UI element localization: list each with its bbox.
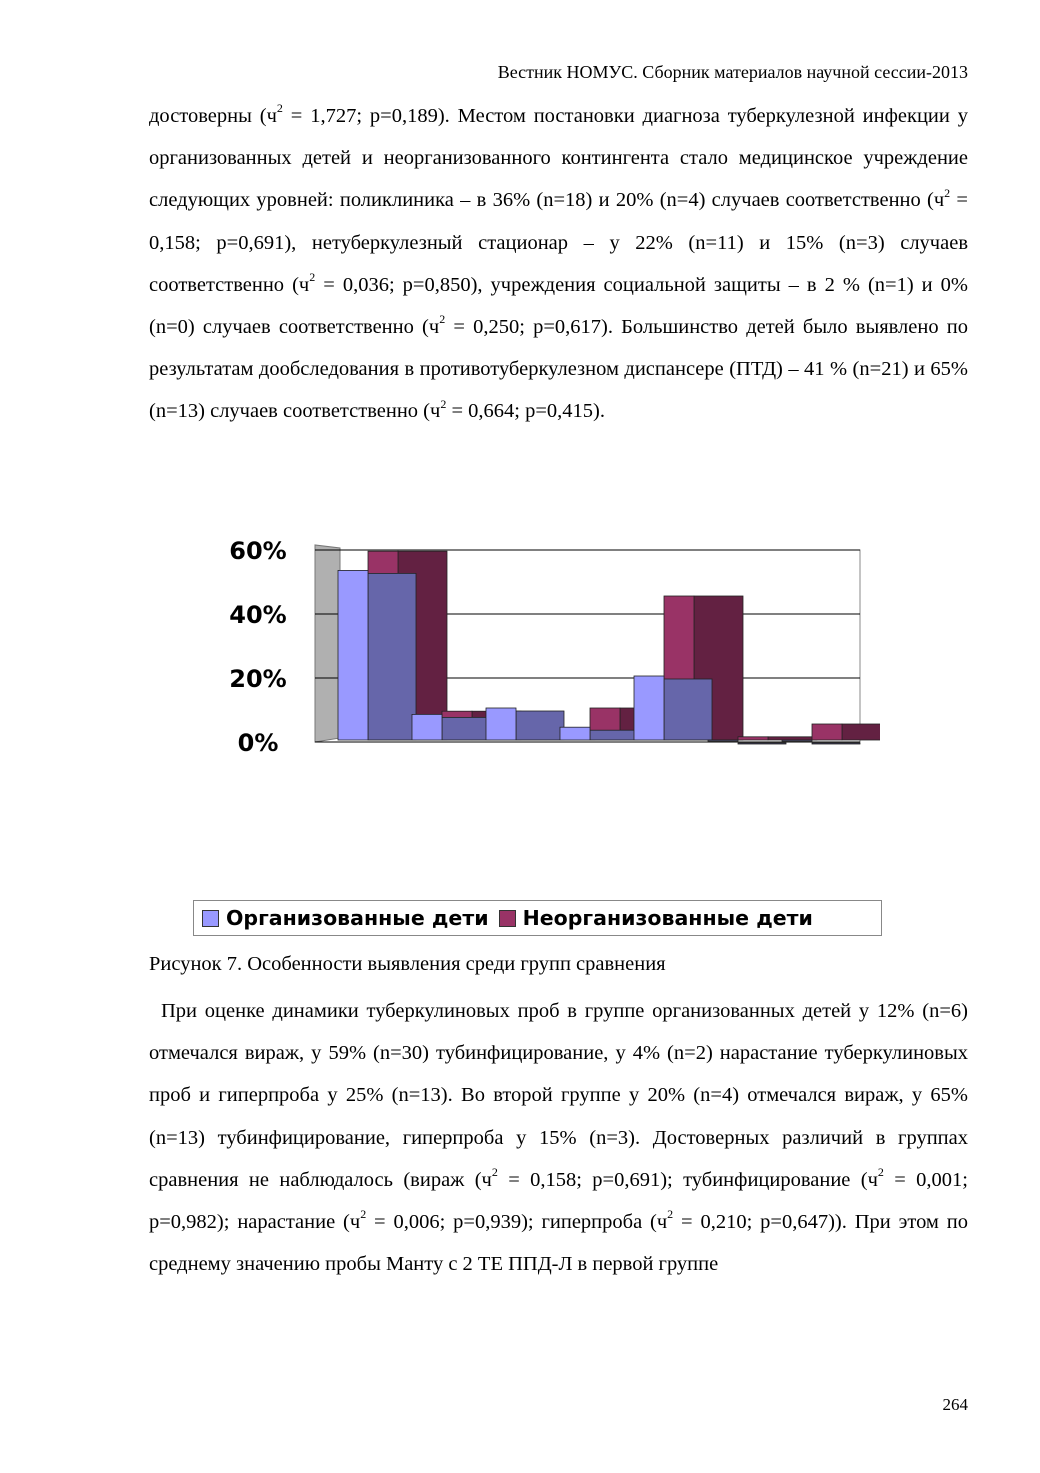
superscript-p1-7: 2 xyxy=(439,312,446,327)
text-segment-p2-0: При оценке динамики туберкулиновых проб в группе организованных детей у 12% (n=6) отмечался вираж, у 59% (n=30) тубинфицирование, у 4% (n=2) нарастание туберкулиновых проб и гиперпроба у 25% (n=13). Во второй группе у 20% (n=4) отмечался вираж, у 65% (n=13) тубинфицирование, гиперпроба у 15% (n=3). Достоверных различий в группах сравнения не наблюдалось (вираж (ч xyxy=(149,1000,968,1191)
bar-organized-side-6 xyxy=(812,743,860,744)
bar-organized-0 xyxy=(338,570,368,740)
text-segment-p1-8: = 0,250; p=0,617). Большинство детей было выявлено по результатам дообследования в противотуберкулезном диспансере (ПТД) – 41 % (n=21) и 65% (n=13) случаев соответственно (ч xyxy=(149,316,968,423)
chart-side-wall xyxy=(315,545,340,742)
text-segment-p1-0: достоверны (ч xyxy=(149,105,277,127)
superscript-p2-5: 2 xyxy=(360,1207,367,1222)
bar-organized-side-2 xyxy=(516,711,564,740)
bar-unorganized-side-6 xyxy=(842,724,880,740)
bar-organized-3 xyxy=(560,727,590,740)
running-header: Вестник НОМУС. Сборник материалов научной сессии-2013 xyxy=(497,62,968,82)
y-tick-label-0: 0% xyxy=(237,729,279,753)
bar-organized-4 xyxy=(634,676,664,740)
paragraph-1 xyxy=(149,95,968,433)
superscript-p2-1: 2 xyxy=(491,1164,498,1179)
bar-organized-2 xyxy=(486,708,516,740)
superscript-p2-7: 2 xyxy=(667,1207,674,1222)
bar-organized-side-3 xyxy=(590,730,638,740)
bar-organized-side-1 xyxy=(442,717,490,740)
figure-caption: Рисунок 7. Особенности выявления среди групп сравнения xyxy=(149,953,666,975)
bar-organized-side-0 xyxy=(368,573,416,740)
y-tick-label-3: 60% xyxy=(229,537,287,565)
legend-swatch-organized xyxy=(202,910,219,927)
y-tick-label-1: 20% xyxy=(229,665,287,693)
chart-legend xyxy=(193,900,882,936)
text-segment-p2-4: = 0,001; p=0,982); нарастание (ч xyxy=(149,1168,969,1234)
text-segment-p2-6: = 0,006; p=0,939); гиперпроба (ч xyxy=(366,1211,668,1234)
text-segment-p1-10: = 0,664; p=0,415). xyxy=(446,400,605,423)
superscript-p2-3: 2 xyxy=(877,1164,884,1179)
text-segment-p2-8: = 0,210; p=0,647)). При этом по среднему значению пробы Манту с 2 ТЕ ППД-Л в первой группе xyxy=(149,1211,968,1276)
bar-organized-6 xyxy=(782,740,812,741)
bar-organized-side-5 xyxy=(738,743,786,744)
text-segment-p1-2: = 1,727; p=0,189). Местом постановки диагноза туберкулезной инфекции у организованных детей и неорганизованного контингента стало медицинское учреждение следующих уровней: поликлиника – в 36% (n=18) и 20% (n=4) случаев соответственно (ч xyxy=(149,105,968,212)
bar-chart-3d xyxy=(200,528,880,753)
paragraph-2 xyxy=(149,990,968,1285)
legend-item-organized xyxy=(202,906,489,930)
superscript-p1-1: 2 xyxy=(276,101,283,116)
bar-organized-side-4 xyxy=(664,679,712,740)
bar-unorganized-side-5 xyxy=(768,737,817,740)
bar-unorganized-6 xyxy=(812,724,842,740)
page-number: 264 xyxy=(942,1395,968,1414)
superscript-p1-9: 2 xyxy=(440,396,447,411)
legend-item-unorganized xyxy=(499,906,813,930)
superscript-p1-3: 2 xyxy=(944,185,951,200)
text-segment-p1-4: = 0,158; p=0,691), нетуберкулезный стационар – у 22% (n=11) и 15% (n=3) случаев соответственно (ч xyxy=(149,189,968,296)
superscript-p1-5: 2 xyxy=(309,269,316,284)
legend-swatch-unorganized xyxy=(499,910,516,927)
bar-organized-5 xyxy=(708,740,738,741)
text-segment-p1-6: = 0,036; p=0,850), учреждения социальной защиты – в 2 % (n=1) и 0% (n=0) случаев соответственно (ч xyxy=(149,273,968,339)
text-segment-p2-2: = 0,158; p=0,691); тубинфицирование (ч xyxy=(497,1168,878,1191)
bar-organized-1 xyxy=(412,714,442,740)
legend-label-unorganized: Неорганизованные дети xyxy=(522,906,813,930)
legend-label-organized: Организованные дети xyxy=(226,906,489,930)
y-tick-label-2: 40% xyxy=(229,601,287,629)
bar-unorganized-5 xyxy=(738,737,768,740)
